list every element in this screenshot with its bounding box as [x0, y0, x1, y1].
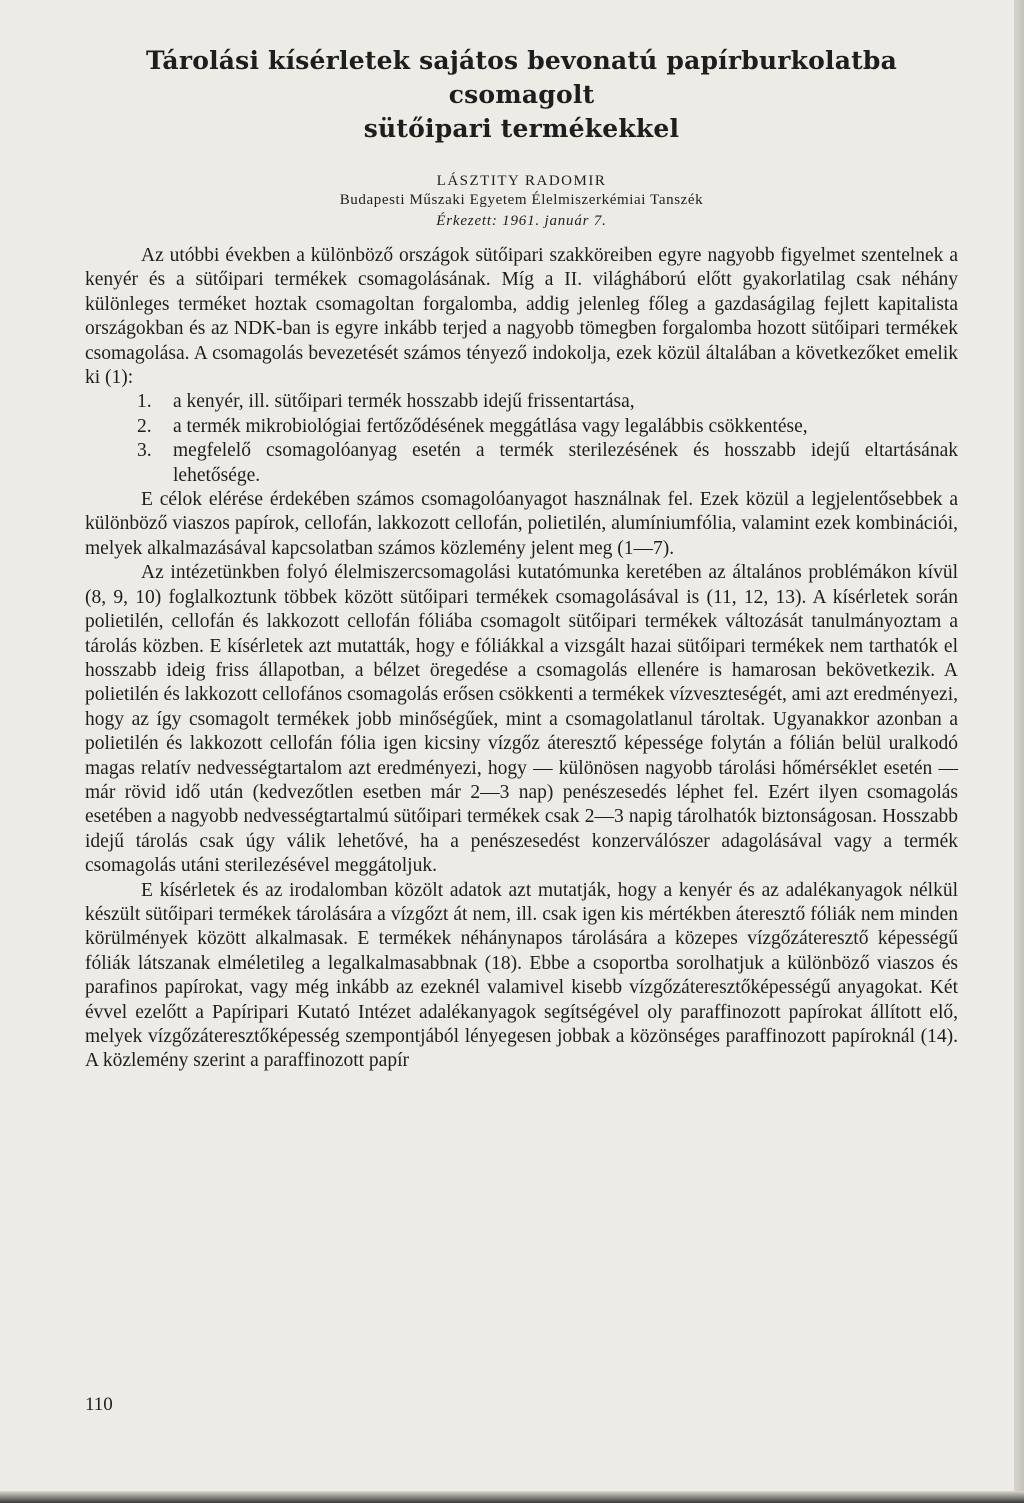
- paragraph-4: E kísérletek és az irodalomban közölt adatok azt mutatják, hogy a kenyér és az adalékanyagok nélkül készült sütőipari termékek tárolására a vízgőzt át nem, ill. csak igen kis mértékben áteresztő fóliák nem minden körülmények között alkalmasak. E termékek néhánynapos tárolására a közepes vízgőzáteresztő képességű fóliák látszanak elméletileg a legalkalmasabbnak (18). Ebbe a csoportba sorolhatjuk a különböző viaszos és parafinos papírokat, vagy még inkább az ezeknél valamivel kisebb vízgőzáteresztőképességű anyagokat. Két évvel ezelőtt a Papíripari Kutató Intézet adalékanyagok segítségével oly paraffinozott papírokat állított elő, melyek vízgőzáteresztőképesség szempontjából lényegesen jobbak a közönséges paraffinozott papíroknál (14). A közlemény szerint a paraffinozott papír: [85, 879, 958, 1072]
- article-body: [85, 244, 958, 1074]
- list-item-text: a termék mikrobiológiai fertőződésének meggátlása vagy legalábbis csökkentése,: [173, 415, 808, 437]
- author-name: LÁSZTITY RADOMIR: [436, 173, 607, 189]
- list-item-number: 3.: [137, 440, 152, 462]
- page-bottom-edge: [0, 1491, 1024, 1503]
- article-content: [85, 44, 958, 1074]
- list-item-text: megfelelő csomagolóanyag esetén a termék sterilezésének és hosszabb idejű eltartásának lehetősége.: [173, 440, 958, 486]
- page-edge-shadow: [1014, 0, 1024, 1503]
- list-item: [85, 439, 958, 488]
- paragraph-3: Az intézetünkben folyó élelmiszercsomagolási kutatómunka keretében az általános problémákon kívül (8, 9, 10) foglalkoztunk többek között sütőipari termékek csomagolásával is (11, 12, 13). A kísérletek során polietilén, cellofán és lakkozott cellofán fóliába csomagolt sütőipari termékek változását tanulmányoztam a tárolás közben. E kísérletek azt mutatták, hogy e fóliákkal a vizsgált hazai sütőipari termékek nem tarthatók el hosszabb ideig friss állapotban, a bélzet öregedése a csomagolás ellenére is hamarosan bekövetkezik. A polietilén és lakkozott cellofános csomagolás erősen csökkenti a termékek vízveszteségét, ami azt eredményezi, hogy az így csomagolt termékek jobb minőségűek, mint a csomagolatlanul tároltak. Ugyanakkor azonban a polietilén és lakkozott cellofán fólia igen kicsiny vízgőz áteresztő képessége folytán a fólián belül uralkodó magas relatív nedvességtartalom azt eredményezi, hogy — különösen nagyobb tárolási hőmérséklet esetén — már rövid idő után (kedvezőtlen esetben már 2—3 nap) penészesedés léphet fel. Ezért ilyen csomagolás esetében a nagyobb nedvességtartalmú sütőipari termékek csak 2—3 napig tárolhatók biztonságosan. Hosszabb idejű tárolás csak úgy válik lehetővé, ha a penészesedést konzerválószer adagolásával vagy a termék csomagolás utáni sterilezésével meggátoljuk.: [85, 562, 958, 877]
- list-item-text: a kenyér, ill. sütőipari termék hosszabb idejű frissentartása,: [173, 391, 635, 413]
- received-date: Érkezett: 1961. január 7.: [436, 213, 607, 229]
- list-item: [85, 390, 958, 414]
- paragraph-2: E célok elérése érdekében számos csomagolóanyagot használnak fel. Ezek közül a legjelentősebbek a különböző viaszos papírok, cellofán, lakkozott cellofán, polietilén, alumíniumfólia, valamint ezek kombinációi, melyek alkalmazásával kapcsolatban számos közlemény jelent meg (1—7).: [85, 489, 958, 559]
- article-title-line-1: Tárolási kísérletek sajátos bevonatú papírburkolatba csomagolt: [146, 46, 897, 109]
- page-number: 110: [85, 1394, 113, 1415]
- reasons-list: [85, 390, 958, 488]
- list-item: [85, 415, 958, 439]
- paragraph-1: Az utóbbi években a különböző országok sütőipari szakköreiben egyre nagyobb figyelmet szentelnek a kenyér és a sütőipari termékek csomagolásának. Míg a II. világháború előtt gyakorlatilag csak néhány különleges terméket hoztak csomagoltan forgalomba, addig jelenleg főleg a gazdaságilag fejlett kapitalista országokban és az NDK-ban is egyre inkább terjed a nagyobb tömegben forgalomba hozott sütőipari termékek csomagolása. A csomagolás bevezetését számos tényező indokolja, ezek közül általában a következőket emelik ki (1):: [85, 245, 958, 389]
- list-item-number: 2.: [137, 415, 152, 437]
- list-item-number: 1.: [137, 391, 152, 413]
- article-title: [85, 44, 958, 146]
- article-title-line-2: sütőipari termékekkel: [363, 114, 680, 143]
- author-affiliation: Budapesti Műszaki Egyetem Élelmiszerkémiai Tanszék: [339, 192, 704, 208]
